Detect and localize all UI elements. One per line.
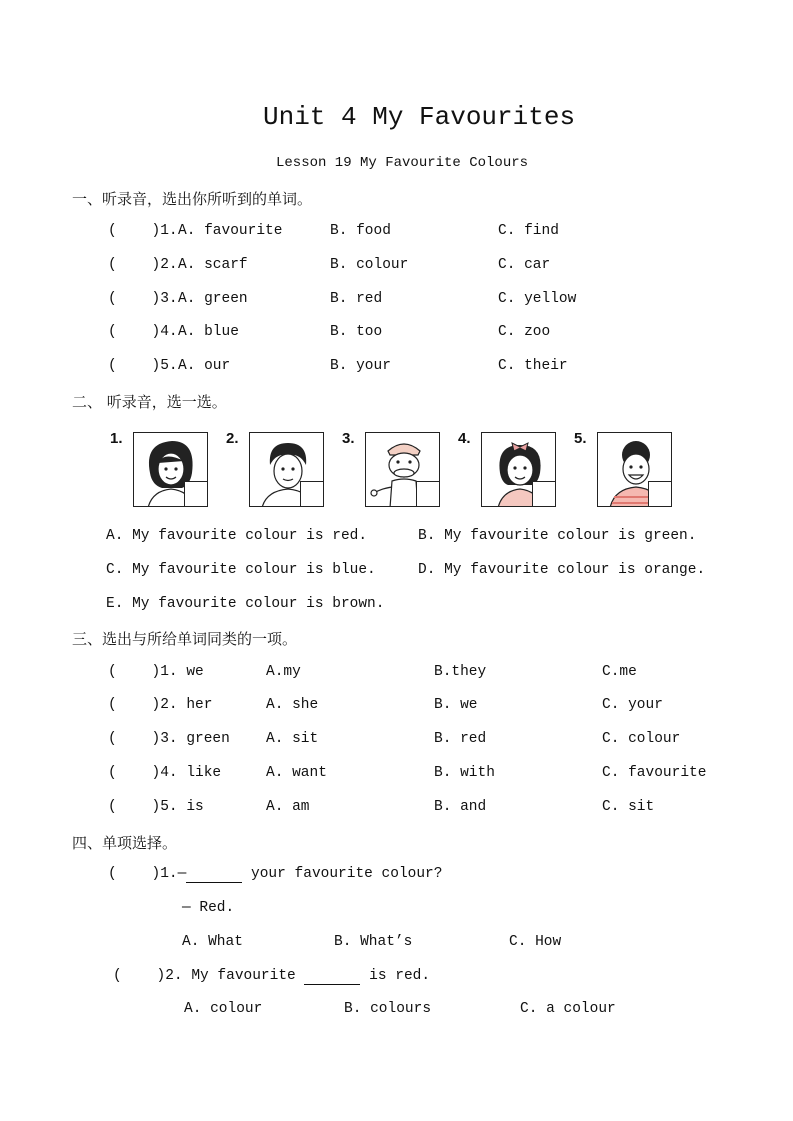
s4-q1-answer: — Red.	[182, 900, 235, 916]
s2-option-d: D. My favourite colour is orange.	[418, 562, 706, 578]
s2-option-e: E. My favourite colour is brown.	[106, 596, 385, 612]
s3-q5-option-b: B. and	[434, 799, 487, 815]
s3-q5-word: ( )5. is	[108, 799, 204, 815]
picture-1	[133, 432, 208, 507]
s1-q5-number: ( )5.	[108, 358, 178, 374]
s3-q3-option-a: A. sit	[266, 731, 319, 747]
s2-option-b: B. My favourite colour is green.	[418, 528, 697, 544]
picture-3-answer-box[interactable]	[416, 481, 439, 506]
section-3-heading: 三、选出与所给单词同类的一项。	[72, 630, 298, 648]
picture-3	[365, 432, 440, 507]
s3-q3-option-b: B. red	[434, 731, 487, 747]
s1-q1-option-b: B. food	[330, 223, 391, 239]
s1-q1-option-a: A. favourite	[178, 223, 283, 239]
picture-2-label: 2.	[226, 430, 239, 447]
picture-4-answer-box[interactable]	[532, 481, 555, 506]
picture-1-label: 1.	[110, 430, 123, 447]
s1-q3-option-a: A. green	[178, 291, 248, 307]
s3-q1-word: ( )1. we	[108, 664, 204, 680]
s4-q2-question	[113, 968, 430, 985]
s3-q4-option-b: B. with	[434, 765, 495, 781]
s3-q1-option-c: C.me	[602, 664, 637, 680]
s1-q1-number: ( )1.	[108, 223, 178, 239]
s1-q4-option-a: A. blue	[178, 324, 239, 340]
s4-q1-blank[interactable]	[186, 866, 242, 883]
s1-q5-option-c: C. their	[498, 358, 568, 374]
s4-q1-question	[108, 866, 442, 883]
s4-q2-prefix: ( )2. My favourite	[113, 968, 305, 984]
s4-q1-suffix: your favourite colour?	[242, 866, 443, 882]
s1-q5-option-b: B. your	[330, 358, 391, 374]
s4-q1-prefix: ( )1.—	[108, 866, 187, 882]
page-title: Unit 4 My Favourites	[263, 102, 576, 132]
s1-q3-option-c: C. yellow	[498, 291, 577, 307]
s1-q3-number: ( )3.	[108, 291, 178, 307]
s2-option-c: C. My favourite colour is blue.	[106, 562, 376, 578]
s3-q1-option-a: A.my	[266, 664, 301, 680]
s4-q1-option-c: C. How	[509, 934, 562, 950]
picture-1-answer-box[interactable]	[184, 481, 207, 506]
s3-q5-option-a: A. am	[266, 799, 310, 815]
s2-option-a: A. My favourite colour is red.	[106, 528, 368, 544]
s3-q2-option-c: C. your	[602, 697, 663, 713]
picture-2	[249, 432, 324, 507]
s1-q5-option-a: A. our	[178, 358, 231, 374]
picture-5-answer-box[interactable]	[648, 481, 671, 506]
s1-q3-option-b: B. red	[330, 291, 383, 307]
s3-q2-option-b: B. we	[434, 697, 478, 713]
section-2-heading: 二、 听录音，选一选。	[72, 393, 227, 411]
s4-q2-option-a: A. colour	[184, 1001, 263, 1017]
s3-q3-word: ( )3. green	[108, 731, 230, 747]
s1-q4-number: ( )4.	[108, 324, 178, 340]
s1-q1-option-c: C. find	[498, 223, 559, 239]
s4-q2-suffix: is red.	[360, 968, 431, 984]
s1-q2-number: ( )2.	[108, 257, 178, 273]
picture-4	[481, 432, 556, 507]
s1-q2-option-a: A. scarf	[178, 257, 248, 273]
picture-2-answer-box[interactable]	[300, 481, 323, 506]
section-4-heading: 四、单项选择。	[72, 834, 178, 852]
s3-q4-option-c: C. favourite	[602, 765, 707, 781]
picture-4-label: 4.	[458, 430, 471, 447]
s1-q2-option-b: B. colour	[330, 257, 409, 273]
lesson-subtitle: Lesson 19 My Favourite Colours	[276, 155, 529, 171]
s1-q4-option-b: B. too	[330, 324, 383, 340]
s3-q5-option-c: C. sit	[602, 799, 655, 815]
s4-q2-option-c: C. a colour	[520, 1001, 616, 1017]
s1-q4-option-c: C. zoo	[498, 324, 551, 340]
s4-q1-option-b: B. What’s	[334, 934, 413, 950]
s3-q1-option-b: B.they	[434, 664, 487, 680]
s3-q2-option-a: A. she	[266, 697, 319, 713]
s4-q1-option-a: A. What	[182, 934, 243, 950]
picture-5-label: 5.	[574, 430, 587, 447]
s3-q4-word: ( )4. like	[108, 765, 222, 781]
section-1-heading: 一、听录音，选出你所听到的单词。	[72, 190, 313, 208]
picture-3-label: 3.	[342, 430, 355, 447]
s4-q2-option-b: B. colours	[344, 1001, 432, 1017]
s3-q3-option-c: C. colour	[602, 731, 681, 747]
s4-q2-blank[interactable]	[304, 968, 360, 985]
s3-q4-option-a: A. want	[266, 765, 327, 781]
s3-q2-word: ( )2. her	[108, 697, 213, 713]
s1-q2-option-c: C. car	[498, 257, 551, 273]
picture-5	[597, 432, 672, 507]
